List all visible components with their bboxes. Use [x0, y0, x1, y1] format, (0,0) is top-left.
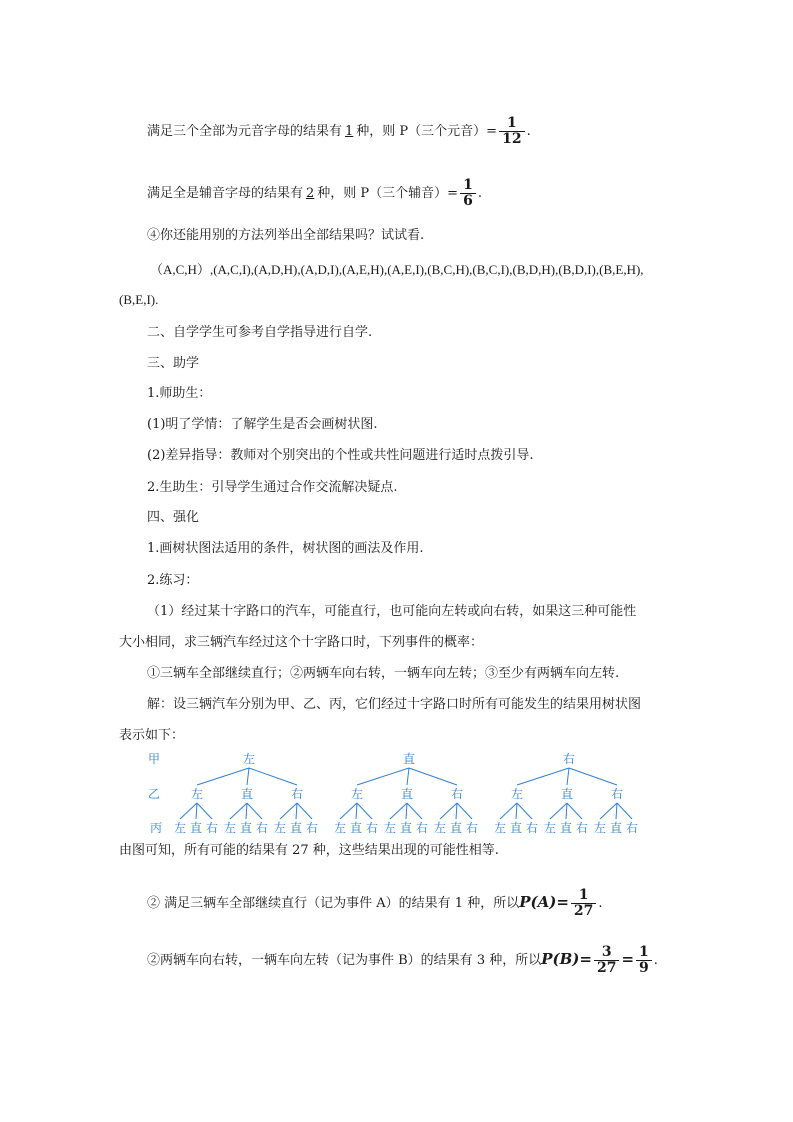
tree-node-level2: 直 — [560, 787, 574, 801]
tree-branch — [247, 768, 249, 785]
row-label: 甲 — [147, 752, 161, 766]
answer-blank: 1 — [345, 124, 354, 139]
tree-node-level3: 直 — [289, 821, 303, 835]
tree-node-level2: 右 — [450, 787, 464, 801]
tree-branch — [457, 803, 472, 819]
tree-branch — [406, 803, 407, 819]
solution-text-cont: 表示如下： — [119, 728, 185, 743]
tree-node-level3: 直 — [559, 821, 573, 835]
tree-branch — [569, 768, 617, 785]
reinforce-1: 1.画树状图法适用的条件，树状图的画法及作用. — [147, 541, 424, 556]
tree-node-level3: 右 — [625, 821, 639, 835]
tree-node-level2: 右 — [610, 787, 624, 801]
tree-node-level1: 左 — [242, 752, 256, 766]
tree-node-level1: 右 — [562, 752, 576, 766]
result-summary: 由图可知，所有可能的结果有 27 种，这些结果出现的可能性相等. — [119, 843, 499, 858]
tree-branch — [247, 803, 262, 819]
tree-branch — [617, 803, 632, 819]
tree-branch — [249, 768, 297, 785]
tree-node-level3: 直 — [399, 821, 413, 835]
tree-node-level3: 直 — [349, 821, 363, 835]
tree-node-level3: 左 — [333, 821, 347, 835]
tree-branch — [616, 803, 617, 819]
tree-node-level3: 右 — [255, 821, 269, 835]
row-label: 乙 — [147, 787, 161, 801]
tree-node-level1: 直 — [402, 752, 416, 766]
tree-node-level3: 直 — [189, 821, 203, 835]
tree-branch — [409, 768, 457, 785]
tree-node-level3: 左 — [173, 821, 187, 835]
tree-node-level3: 左 — [433, 821, 447, 835]
tree-branch — [280, 803, 297, 819]
fraction: $\frac{1}{12}$ — [499, 116, 524, 147]
section-self-study: 二、自学学生可参考自学指导进行自学. — [147, 325, 373, 340]
tree-node-level3: 左 — [593, 821, 607, 835]
tree-branch — [297, 803, 312, 819]
teacher-help-1: (1)明了学情：了解学生是否会画树状图. — [147, 417, 378, 432]
tree-branch — [566, 803, 567, 819]
tree-node-level2: 直 — [400, 787, 414, 801]
tree-branch — [180, 803, 197, 819]
tree-node-level3: 左 — [543, 821, 557, 835]
tree-node-level3: 直 — [239, 821, 253, 835]
tree-branch — [517, 803, 532, 819]
tree-branch — [357, 768, 409, 785]
tree-branch — [517, 768, 569, 785]
answer-blank: 2 — [306, 186, 315, 201]
fraction: $\frac{1}{27}$ — [571, 888, 596, 919]
fraction: $\frac{1}{6}$ — [460, 178, 476, 209]
section-heading-assist: 三、助学 — [147, 356, 200, 371]
tree-branch — [516, 803, 517, 819]
tree-node-level3: 右 — [415, 821, 429, 835]
tree-branch — [197, 768, 249, 785]
tree-node-level3: 直 — [449, 821, 463, 835]
row-label: 丙 — [149, 821, 163, 835]
problem-events: ①三辆车全部继续直行；②两辆车向右转，一辆车向左转；③至少有两辆车向左转. — [147, 666, 620, 681]
problem-text-cont: 大小相同，求三辆汽车经过这个十字路口时，下列事件的概率： — [119, 635, 484, 650]
tree-branch — [296, 803, 297, 819]
tree-node-level2: 左 — [350, 787, 364, 801]
text-line-consonants: 满足全是辅音字母的结果有 2 种，则 P（三个辅音）= $\frac{1}{6}$ . — [147, 177, 482, 209]
math-lhs: P(B) — [541, 950, 580, 968]
tree-node-level3: 左 — [493, 821, 507, 835]
solution-text: 解：设三辆汽车分别为甲、乙、丙，它们经过十字路口时所有可能发生的结果用树状图 — [147, 697, 642, 712]
fraction: $\frac{3}{27}$ — [594, 945, 619, 976]
outcome-list-cont: (B,E,I). — [119, 292, 159, 307]
tree-branch — [357, 803, 372, 819]
tree-branch — [246, 803, 247, 819]
tree-node-level3: 直 — [609, 821, 623, 835]
tree-node-level3: 右 — [365, 821, 379, 835]
tree-diagram — [140, 745, 660, 840]
tree-branch — [550, 803, 567, 819]
problem-text: （1）经过某十字路口的汽车，可能直行，也可能向左转或向右转，如果这三种可能性 — [147, 604, 637, 619]
text-line-vowels: 满足三个全部为元音字母的结果有 1 种，则 P（三个元音）= $\frac{1}{12}$ . — [147, 115, 531, 147]
peer-help: 2.生助生：引导学生通过合作交流解决疑点. — [147, 480, 398, 495]
outcome-list: （A,C,H）,(A,C,I),(A,D,H),(A,D,I),(A,E,H),(A,E,I),(B,C,H),(B,C,I),(B,D,H),(B,D,I),(B,E,H), — [150, 262, 644, 277]
tree-branch — [567, 803, 582, 819]
tree-node-level2: 直 — [240, 787, 254, 801]
practice-heading: 2.练习： — [147, 573, 199, 588]
tree-branch — [230, 803, 247, 819]
tree-node-level3: 直 — [509, 821, 523, 835]
tree-node-level3: 右 — [525, 821, 539, 835]
tree-node-level2: 左 — [510, 787, 524, 801]
fraction: $\frac{1}{9}$ — [636, 945, 652, 976]
tree-branch — [440, 803, 457, 819]
tree-node-level3: 右 — [205, 821, 219, 835]
tree-node-level3: 左 — [273, 821, 287, 835]
teacher-help: 1.师助生： — [147, 386, 212, 401]
tree-node-level3: 左 — [223, 821, 237, 835]
tree-branch — [196, 803, 197, 819]
teacher-help-2: (2)差异指导：教师对个别突出的个性或共性问题进行适时点拨引导. — [147, 448, 534, 463]
tree-branch — [340, 803, 357, 819]
tree-node-level3: 右 — [305, 821, 319, 835]
tree-branch — [500, 803, 517, 819]
tree-branch — [407, 768, 409, 785]
tree-branch — [407, 803, 422, 819]
tree-branch — [456, 803, 457, 819]
question-other-method: ④你还能用别的方法列举出全部结果吗？试试看. — [147, 228, 425, 243]
tree-branch — [567, 768, 569, 785]
tree-branch — [356, 803, 357, 819]
tree-branch — [600, 803, 617, 819]
tree-node-level2: 右 — [290, 787, 304, 801]
tree-node-level3: 右 — [575, 821, 589, 835]
tree-branch — [390, 803, 407, 819]
tree-node-level3: 右 — [465, 821, 479, 835]
tree-node-level2: 左 — [190, 787, 204, 801]
tree-branch — [197, 803, 212, 819]
tree-node-level3: 左 — [383, 821, 397, 835]
event-a-probability: ② 满足三辆车全部继续直行（记为事件 A）的结果有 1 种，所以P(A)= $\frac{1}{27}$ . — [147, 887, 603, 919]
event-b-probability: ②两辆车向右转，一辆车向左转（记为事件 B）的结果有 3 种，所以P(B)= $\frac{3}{27}$ = $\frac{1}{9}$ . — [147, 944, 658, 976]
math-lhs: P(A) — [519, 893, 557, 911]
section-heading-reinforce: 四、强化 — [147, 510, 200, 525]
